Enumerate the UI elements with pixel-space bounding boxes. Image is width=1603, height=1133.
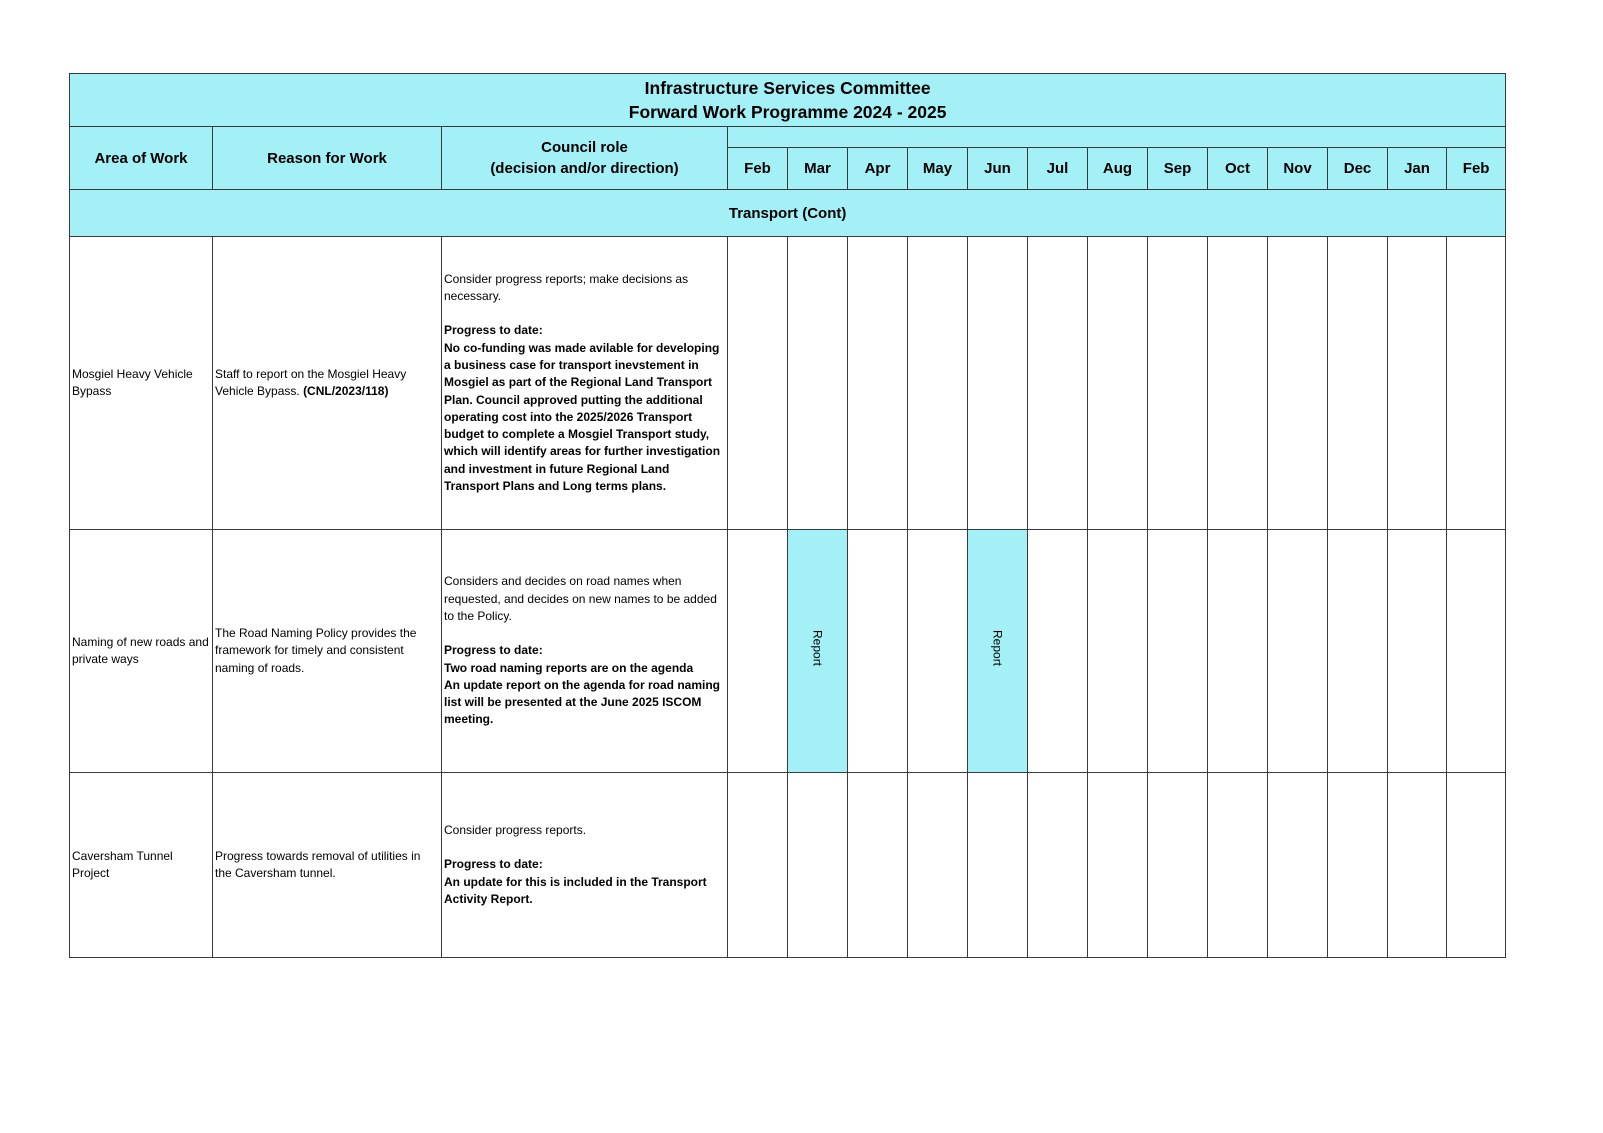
area-of-work-cell: Naming of new roads and private ways — [70, 530, 213, 773]
table-row — [70, 530, 1506, 773]
month-cell — [1447, 237, 1506, 530]
month-cell — [968, 237, 1028, 530]
month-cell — [1088, 237, 1148, 530]
month-cell — [968, 773, 1028, 958]
month-cell — [848, 773, 908, 958]
month-cell — [1328, 530, 1388, 773]
month-header: Jun — [968, 148, 1028, 190]
progress-text-line-1: Two road naming reports are on the agenda — [444, 660, 694, 675]
table-row — [70, 237, 1506, 530]
month-header: Feb — [1447, 148, 1506, 190]
role-text: Considers and decides on road names when requested, and decides on new names to be added to the Policy. — [444, 574, 717, 623]
month-header: Apr — [848, 148, 908, 190]
progress-text: No co-funding was made avilable for developing a business case for transport inevstement in Mosgiel as part of the Regional Land Transport Plan. Council approved putting the additional operating cost into the 2025/2026 Transport budget to complete a Mosgiel Transport study, which will identify areas for further investigation and investment in future Regional Land Transport Plans and Long terms plans. — [444, 340, 721, 493]
title-line-2: Forward Work Programme 2024 - 2025 — [628, 102, 947, 122]
month-header: Jan — [1388, 148, 1447, 190]
month-cell — [908, 237, 968, 530]
month-cell — [1088, 530, 1148, 773]
scheduled-report-cell-jun — [968, 530, 1028, 773]
council-role-cell — [442, 237, 728, 530]
reason-for-work-cell — [213, 237, 442, 530]
area-of-work-cell: Caversham Tunnel Project — [70, 773, 213, 958]
month-header: Aug — [1088, 148, 1148, 190]
month-header: Nov — [1268, 148, 1328, 190]
month-cell — [728, 530, 788, 773]
month-cell — [1268, 237, 1328, 530]
month-cell — [1028, 530, 1088, 773]
month-cell — [1148, 773, 1208, 958]
reason-for-work-cell: Progress towards removal of utilities in the Caversham tunnel. — [213, 773, 442, 958]
header-area-of-work: Area of Work — [70, 127, 213, 190]
month-cell — [1388, 530, 1447, 773]
table-row — [70, 773, 1506, 958]
month-cell — [908, 773, 968, 958]
month-cell — [1447, 530, 1506, 773]
title-line-1: Infrastructure Services Committee — [644, 78, 931, 98]
month-cell — [788, 773, 848, 958]
month-header: Dec — [1328, 148, 1388, 190]
month-cell — [1388, 237, 1447, 530]
scheduled-report-cell-mar — [788, 530, 848, 773]
month-header: Sep — [1148, 148, 1208, 190]
month-header: Feb — [728, 148, 788, 190]
month-cell — [788, 237, 848, 530]
report-label: Report — [810, 630, 825, 667]
month-cell — [1208, 773, 1268, 958]
month-cell — [1148, 237, 1208, 530]
month-cell — [848, 237, 908, 530]
report-label: Report — [990, 630, 1005, 667]
reason-reference: (CNL/2023/118) — [303, 384, 389, 398]
progress-label: Progress to date: — [444, 323, 543, 338]
month-header: May — [908, 148, 968, 190]
month-cell — [1028, 237, 1088, 530]
month-cell — [1328, 237, 1388, 530]
progress-text: An update for this is included in the Transport Activity Report. — [444, 874, 707, 906]
month-cell — [1148, 530, 1208, 773]
council-role-cell — [442, 773, 728, 958]
month-cell — [908, 530, 968, 773]
header-reason-for-work: Reason for Work — [213, 127, 442, 190]
progress-text-line-2: An update report on the agenda for road naming list will be presented at the June 2025 ISCOM meeting. — [444, 677, 721, 727]
role-text: Consider progress reports. — [444, 822, 587, 837]
month-cell — [1268, 773, 1328, 958]
month-cell — [1088, 773, 1148, 958]
council-role-cell — [442, 530, 728, 773]
month-header: Mar — [788, 148, 848, 190]
month-cell — [1388, 773, 1447, 958]
month-cell — [728, 237, 788, 530]
header-council-role-line-2: (decision and/or direction) — [490, 160, 679, 177]
role-text: Consider progress reports; make decisions as necessary. — [444, 271, 689, 304]
month-cell — [1447, 773, 1506, 958]
month-cell — [728, 773, 788, 958]
month-cell — [848, 530, 908, 773]
progress-label: Progress to date: — [444, 643, 543, 658]
month-cell — [1328, 773, 1388, 958]
header-council-role — [442, 127, 728, 190]
area-of-work-cell: Mosgiel Heavy Vehicle Bypass — [70, 237, 213, 530]
month-header-band — [728, 127, 1506, 148]
month-cell — [1028, 773, 1088, 958]
section-heading: Transport (Cont) — [70, 190, 1506, 237]
month-cell — [1208, 237, 1268, 530]
forward-work-programme-sheet — [69, 73, 1505, 958]
header-council-role-line-1: Council role — [541, 139, 628, 156]
month-cell — [1268, 530, 1328, 773]
month-header: Jul — [1028, 148, 1088, 190]
month-cell — [1208, 530, 1268, 773]
forward-work-programme-table — [69, 73, 1506, 958]
reason-for-work-cell: The Road Naming Policy provides the framework for timely and consistent naming of roads. — [213, 530, 442, 773]
reason-text: Staff to report on the Mosgiel Heavy Vehicle Bypass. — [215, 366, 407, 398]
month-header: Oct — [1208, 148, 1268, 190]
progress-label: Progress to date: — [444, 857, 543, 872]
table-title — [70, 74, 1506, 127]
